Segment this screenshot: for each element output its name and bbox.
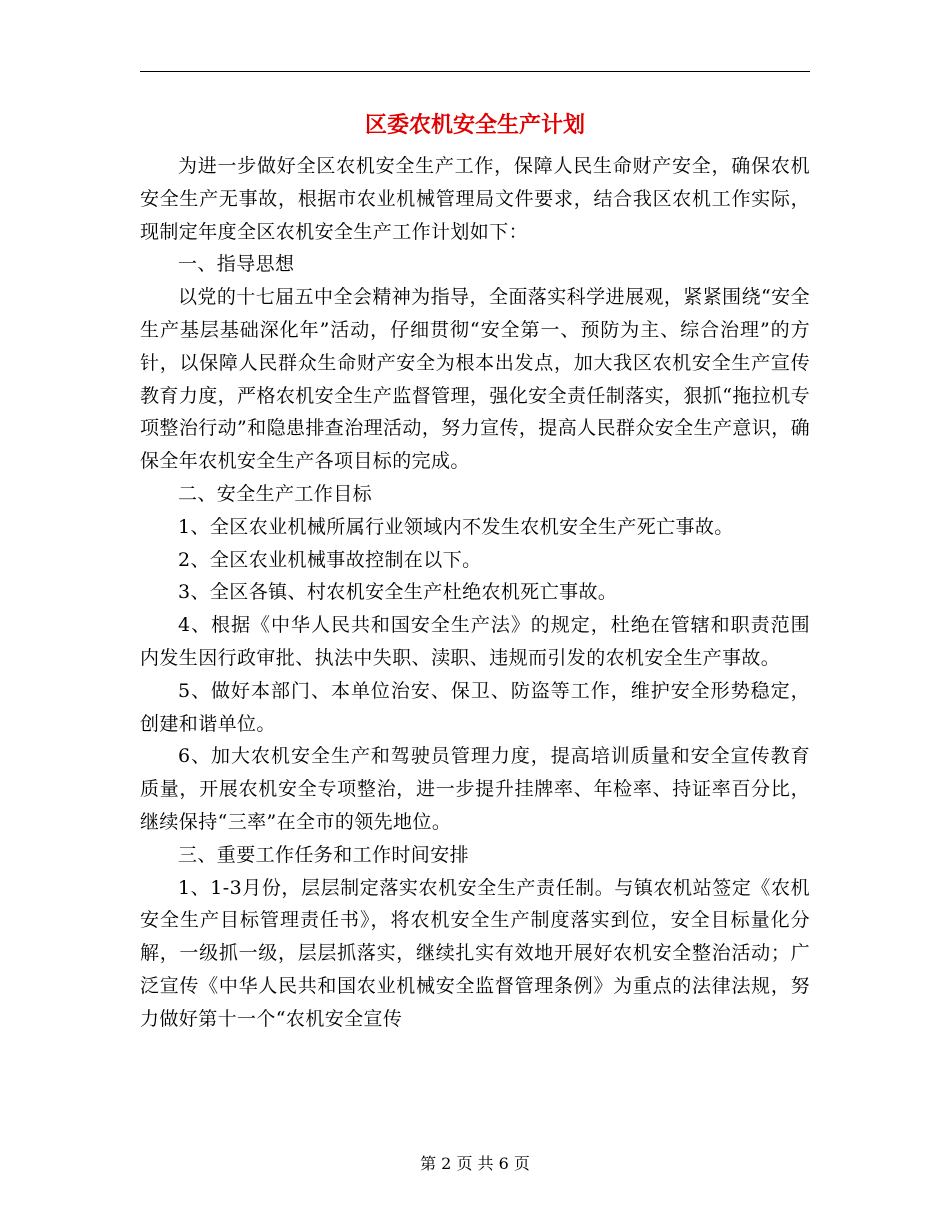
task-item-1: 1、1-3月份，层层制定落实农机安全生产责任制。与镇农机站签定《农机安全生产目标管理责任书》，将农机安全生产制度落实到位，安全目标量化分解，一级抓一级，层层抓落实，继续扎实有效地开展好农机安全整治活动；广泛宣传《中华人民共和国农业机械安全监督管理条例》为重点的法律法规，努力做好第十一个“农机安全宣传 [140, 876, 810, 1030]
goal-item-5: 5、做好本部门、本单位治安、保卫、防盗等工作，维护安全形势稳定，创建和谐单位。 [140, 679, 810, 735]
document-title: 区委农机安全生产计划 [364, 112, 585, 138]
section-heading-1: 一、指导思想 [178, 253, 295, 276]
goal-item-4: 4、根据《中华人民共和国安全生产法》的规定，杜绝在管辖和职责范围内发生因行政审批、执法中失职、渎职、违规而引发的农机安全生产事故。 [140, 614, 810, 669]
goal-item-1: 1、全区农业机械所属行业领域内不发生农机安全生产死亡事故。 [178, 515, 734, 538]
goal-item-3: 3、全区各镇、村农机安全生产杜绝农机死亡事故。 [178, 581, 618, 604]
page-number: 第 2 页 共 6 页 [420, 1154, 530, 1173]
document-body [140, 150, 810, 1036]
section-heading-2: 二、安全生产工作目标 [178, 482, 373, 505]
guiding-thought-paragraph: 以党的十七届五中全会精神为指导，全面落实科学进展观，紧紧围绕“安全生产基层基础深化年”活动，仔细贯彻“安全第一、预防为主、综合治理”的方针，以保障人民群众生命财产安全为根本出发点，加大我区农机安全生产宣传教育力度，严格农机安全生产监督管理，强化安全责任制落实，狠抓“拖拉机专项整治行动”和隐患排查治理活动，努力宣传，提高人民群众安全生产意识，确保全年农机安全生产各项目标的完成。 [140, 286, 810, 473]
section-heading-3: 三、重要工作任务和工作时间安排 [178, 843, 470, 866]
goal-item-2: 2、全区农业机械事故控制在以下。 [178, 548, 482, 571]
goal-item-6: 6、加大农机安全生产和驾驶员管理力度，提高培训质量和安全宣传教育质量，开展农机安全专项整治，进一步提升挂牌率、年检率、持证率百分比，继续保持“三率”在全市的领先地位。 [140, 745, 810, 833]
header-rule [140, 71, 810, 72]
intro-paragraph: 为进一步做好全区农机安全生产工作，保障人民生命财产安全，确保农机安全生产无事故，根据市农业机械管理局文件要求，结合我区农机工作实际，现制定年度全区农机安全生产工作计划如下： [140, 155, 810, 243]
